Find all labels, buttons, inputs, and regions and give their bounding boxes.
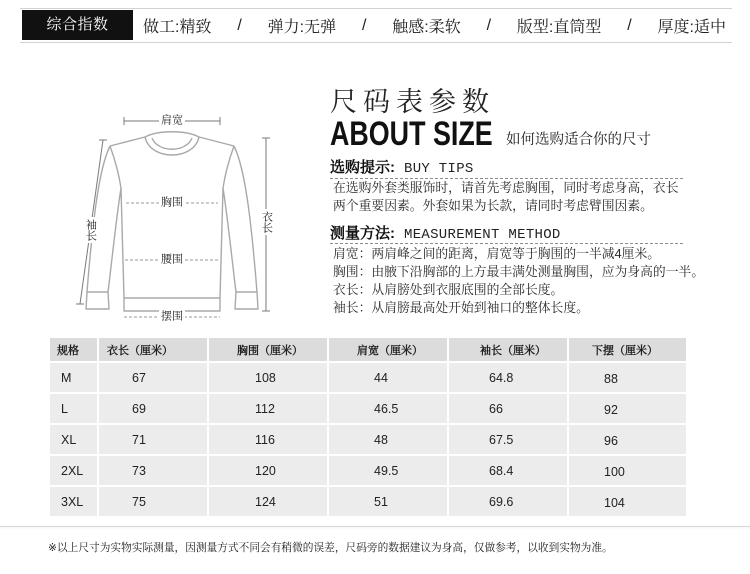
measurement-divider bbox=[330, 243, 683, 244]
header-size: 规格 bbox=[49, 337, 98, 362]
left-cuff bbox=[86, 292, 109, 309]
size-table bbox=[48, 336, 688, 518]
attribute-fit: 版型:直筒型 bbox=[516, 19, 602, 36]
left-shoulder bbox=[110, 137, 145, 146]
attribute-thickness: 厚度:适中 bbox=[657, 19, 726, 36]
left-armhole bbox=[110, 146, 121, 188]
garment-diagram bbox=[0, 0, 320, 340]
table-row bbox=[49, 486, 687, 517]
cell-size: L bbox=[49, 393, 98, 424]
measurement-line-length: 衣长：从肩膀处到衣服底围的全部长度。 bbox=[333, 282, 564, 297]
size-chart-title: 尺码表参数 bbox=[330, 87, 495, 117]
table-row bbox=[49, 362, 687, 393]
cell-hem: 104 bbox=[568, 486, 687, 517]
cell-shoulder: 48 bbox=[328, 424, 448, 455]
table-header-row bbox=[49, 337, 687, 362]
measurement-line-chest: 胸围：由腋下沿胸部的上方最丰满处测量胸围，应为身高的一半。 bbox=[333, 264, 705, 279]
cell-hem: 96 bbox=[568, 424, 687, 455]
buy-tips-label-en: BUY TIPS bbox=[404, 161, 474, 177]
body-length-label: 衣长 bbox=[260, 211, 273, 233]
measurement-line-sleeve: 袖长：从肩膀最高处开始到袖口的整体长度。 bbox=[333, 300, 589, 315]
cell-shoulder: 49.5 bbox=[328, 455, 448, 486]
cell-length: 73 bbox=[98, 455, 208, 486]
buy-tips-label: 选购提示: bbox=[330, 159, 395, 176]
cell-chest: 120 bbox=[208, 455, 328, 486]
measurement-label: 测量方法: bbox=[330, 225, 395, 242]
shoulder-width-label: 肩宽 bbox=[161, 114, 183, 127]
buy-tips-heading bbox=[330, 159, 474, 176]
measurement-label-en: MEASUREMENT METHOD bbox=[404, 227, 561, 243]
cell-size: XL bbox=[49, 424, 98, 455]
attribute-separator: / bbox=[486, 16, 492, 34]
attribute-separator: / bbox=[237, 16, 242, 34]
header-chest: 胸围（厘米） bbox=[208, 337, 328, 362]
table-row bbox=[49, 393, 687, 424]
cell-length: 67 bbox=[98, 362, 208, 393]
cell-shoulder: 44 bbox=[328, 362, 448, 393]
header-hem: 下摆（厘米） bbox=[568, 337, 687, 362]
cell-shoulder: 46.5 bbox=[328, 393, 448, 424]
cell-length: 71 bbox=[98, 424, 208, 455]
body-right-side bbox=[220, 188, 223, 298]
right-sleeve-inner bbox=[223, 188, 236, 292]
right-armhole bbox=[223, 146, 234, 188]
table-row bbox=[49, 424, 687, 455]
cell-length: 69 bbox=[98, 393, 208, 424]
size-chart-title-en: ABOUT SIZE bbox=[330, 115, 493, 153]
attribute-elasticity: 弹力:无弹 bbox=[267, 19, 337, 36]
right-sleeve-outer bbox=[234, 146, 257, 292]
body-left-side bbox=[121, 188, 124, 298]
right-cuff bbox=[235, 292, 258, 309]
attribute-workmanship: 做工:精致 bbox=[143, 19, 212, 36]
cell-hem: 92 bbox=[568, 393, 687, 424]
summary-badge: 综合指数 bbox=[22, 10, 133, 40]
cell-length: 75 bbox=[98, 486, 208, 517]
size-chart-subtitle: 如何选购适合你的尺寸 bbox=[506, 132, 651, 148]
right-shoulder bbox=[199, 137, 234, 146]
cell-sleeve: 66 bbox=[448, 393, 568, 424]
table-row bbox=[49, 455, 687, 486]
waist-label: 腰围 bbox=[161, 253, 183, 266]
sleeve-length-label: 袖长 bbox=[84, 219, 97, 241]
header-shoulder: 肩宽（厘米） bbox=[328, 337, 448, 362]
footer-divider bbox=[0, 526, 750, 527]
chest-label: 胸围 bbox=[161, 196, 183, 209]
cell-size: 2XL bbox=[49, 455, 98, 486]
cell-chest: 116 bbox=[208, 424, 328, 455]
buy-tips-line: 在选购外套类服饰时，请首先考虑胸围，同时考虑身高，衣长 bbox=[333, 180, 679, 195]
cell-sleeve: 67.5 bbox=[448, 424, 568, 455]
buy-tips-line: 两个重要因素。外套如果为长款，请同时考虑臂围因素。 bbox=[333, 198, 653, 213]
measurement-heading bbox=[330, 225, 561, 242]
cell-chest: 124 bbox=[208, 486, 328, 517]
cell-chest: 108 bbox=[208, 362, 328, 393]
collar-front-inner bbox=[152, 138, 192, 149]
cell-hem: 88 bbox=[568, 362, 687, 393]
measurement-line-shoulder: 肩宽：两肩峰之间的距离，肩宽等于胸围的一半减4厘米。 bbox=[333, 246, 661, 261]
buy-tips-text bbox=[333, 179, 679, 215]
cell-size: 3XL bbox=[49, 486, 98, 517]
cell-shoulder: 51 bbox=[328, 486, 448, 517]
header-length: 衣长（厘米） bbox=[98, 337, 208, 362]
cell-size: M bbox=[49, 362, 98, 393]
cell-hem: 100 bbox=[568, 455, 687, 486]
header-sleeve: 袖长（厘米） bbox=[448, 337, 568, 362]
footnote: ※以上尺寸为实物实际测量，因测量方式不同会有稍微的误差，尺码旁的数据建议为身高，仅做参考，以收到实物为准。 bbox=[48, 542, 613, 554]
cell-chest: 112 bbox=[208, 393, 328, 424]
attribute-separator: / bbox=[627, 16, 632, 34]
cell-sleeve: 68.4 bbox=[448, 455, 568, 486]
left-sleeve-inner bbox=[108, 188, 121, 292]
measurement-text bbox=[333, 245, 704, 317]
measurement-lines bbox=[76, 117, 270, 317]
attribute-separator: / bbox=[361, 16, 367, 34]
attribute-feel: 触感:柔软 bbox=[392, 19, 461, 36]
collar-back bbox=[145, 132, 199, 137]
long-sleeve-shirt-icon bbox=[86, 132, 258, 311]
cell-sleeve: 64.8 bbox=[448, 362, 568, 393]
cell-sleeve: 69.6 bbox=[448, 486, 568, 517]
hem-label: 摆围 bbox=[161, 310, 183, 323]
